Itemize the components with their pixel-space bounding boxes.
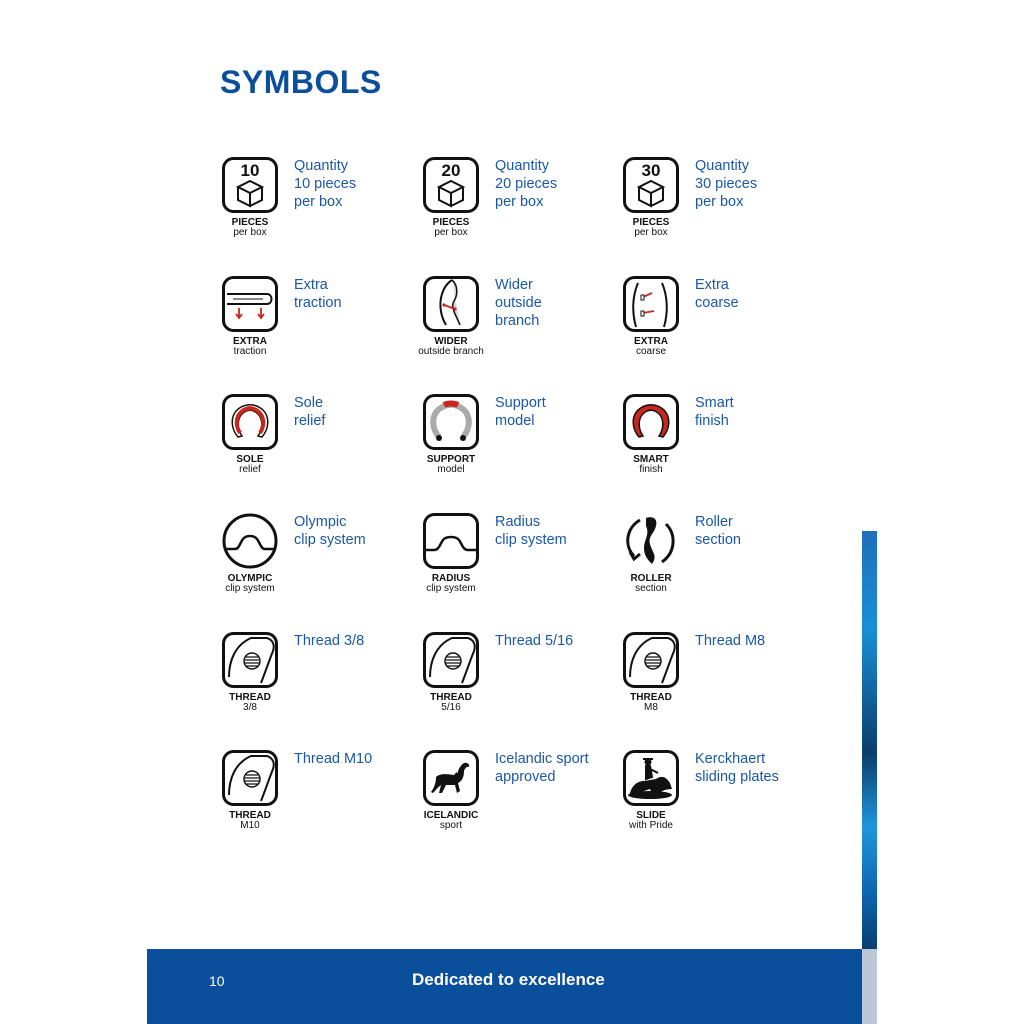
symbol-item — [622, 275, 822, 375]
symbol-item — [622, 749, 822, 849]
symbol-item — [418, 275, 622, 375]
symbol-description — [695, 157, 815, 211]
symbol-subcaption: with Pride — [629, 820, 673, 831]
thread-icon — [422, 631, 480, 689]
symbol-description-line: per box — [294, 194, 343, 210]
symbol-subcaption: M10 — [240, 820, 260, 831]
symbol-item — [622, 631, 822, 731]
symbol-description — [695, 513, 815, 549]
symbol-description-line: Thread M10 — [294, 751, 373, 767]
symbol-description-line: relief — [294, 413, 326, 429]
symbol-caption: SOLE — [236, 454, 264, 465]
symbol-description-line: Support — [495, 395, 546, 411]
roller-section-icon — [622, 512, 680, 570]
symbol-caption: PIECES — [231, 217, 269, 228]
symbol-description-line: Sole — [294, 395, 324, 411]
symbol-description-line: Thread 5/16 — [495, 633, 574, 649]
symbol-subcaption: outside branch — [418, 346, 484, 357]
symbol-caption: OLYMPIC — [227, 573, 273, 584]
symbol-subcaption: clip system — [426, 583, 476, 594]
box-30-icon — [622, 156, 680, 214]
symbol-item — [422, 512, 622, 612]
symbol-description-line: Smart — [695, 395, 734, 411]
symbol-subcaption: 5/16 — [441, 702, 461, 713]
symbol-item — [422, 393, 622, 493]
symbol-description-line: Kerckhaert — [695, 751, 766, 767]
symbol-description-line: 20 pieces — [495, 176, 558, 192]
symbol-description-line: sliding plates — [695, 769, 779, 785]
symbol-subcaption: relief — [239, 464, 261, 475]
symbol-description-line: section — [695, 532, 741, 548]
symbol-subcaption: coarse — [635, 346, 666, 357]
symbol-subcaption: section — [635, 583, 667, 594]
symbol-item — [221, 631, 421, 731]
symbol-caption: THREAD — [430, 692, 472, 703]
symbol-subcaption: traction — [233, 346, 267, 357]
symbol-description — [294, 632, 414, 650]
symbol-caption: ICELANDIC — [423, 810, 479, 821]
footer-tagline: Dedicated to excellence — [412, 970, 605, 989]
symbol-caption: ROLLER — [630, 573, 672, 584]
symbol-item — [221, 275, 421, 375]
symbol-item — [622, 393, 822, 493]
symbol-description-line: clip system — [294, 532, 366, 548]
symbol-description-line: Quantity — [495, 158, 549, 174]
symbol-subcaption: per box — [233, 227, 267, 238]
symbol-caption: THREAD — [229, 692, 271, 703]
symbol-item — [422, 631, 622, 731]
symbol-caption: SUPPORT — [426, 454, 476, 465]
olympic-clip-icon — [221, 512, 279, 570]
symbol-description-line: Extra — [294, 277, 328, 293]
thread-icon — [622, 631, 680, 689]
symbol-description-line: approved — [495, 769, 556, 785]
symbol-subcaption: per box — [434, 227, 468, 238]
symbol-description-line: Quantity — [695, 158, 749, 174]
symbol-description — [495, 394, 615, 430]
symbol-subcaption: 3/8 — [243, 702, 257, 713]
symbol-caption: WIDER — [434, 336, 468, 347]
symbol-item — [622, 156, 822, 256]
symbol-description-line: per box — [495, 194, 544, 210]
sliding-rider-icon — [622, 749, 680, 807]
box-10-icon — [221, 156, 279, 214]
symbol-description-line: Extra — [695, 277, 729, 293]
symbol-item — [221, 749, 421, 849]
symbol-description-line: outside — [495, 295, 542, 311]
icelandic-horse-icon — [422, 749, 480, 807]
symbol-description-line: 30 pieces — [695, 176, 758, 192]
symbol-caption: EXTRA — [233, 336, 267, 347]
symbol-description-line: per box — [695, 194, 744, 210]
svg-text:20: 20 — [441, 161, 461, 180]
support-model-icon — [422, 393, 480, 451]
symbol-subcaption: finish — [639, 464, 663, 475]
symbol-description — [294, 157, 414, 211]
thread-icon — [221, 749, 279, 807]
symbol-caption: SMART — [633, 454, 669, 465]
wider-branch-icon — [422, 275, 480, 333]
side-strip-footer — [862, 949, 877, 1024]
symbol-description-line: branch — [495, 313, 540, 329]
symbol-description — [695, 750, 815, 786]
symbol-item — [422, 749, 622, 849]
symbol-caption: PIECES — [432, 217, 470, 228]
symbol-item — [422, 156, 622, 256]
symbol-description-line: Quantity — [294, 158, 348, 174]
symbol-description-line: Wider — [495, 277, 533, 293]
symbol-description-line: clip system — [495, 532, 567, 548]
symbol-description — [294, 750, 414, 768]
symbol-item — [221, 512, 421, 612]
symbol-description-line: Thread M8 — [695, 633, 766, 649]
symbol-description — [695, 276, 815, 312]
symbol-subcaption: M8 — [644, 702, 658, 713]
symbol-caption: EXTRA — [634, 336, 668, 347]
symbol-subcaption: model — [437, 464, 465, 475]
thread-icon — [221, 631, 279, 689]
symbol-description-line: 10 pieces — [294, 176, 357, 192]
symbol-description-line: model — [495, 413, 535, 429]
page-title: SYMBOLS — [220, 64, 382, 100]
symbol-description — [294, 513, 414, 549]
symbol-caption: THREAD — [229, 810, 271, 821]
symbol-subcaption: sport — [439, 820, 463, 831]
symbol-item — [221, 156, 421, 256]
symbol-description-line: finish — [695, 413, 729, 429]
symbol-description-line: Roller — [695, 514, 733, 530]
symbol-description — [495, 750, 615, 786]
symbol-description-line: Olympic — [294, 514, 347, 530]
symbol-description — [695, 394, 815, 430]
symbol-subcaption: per box — [634, 227, 668, 238]
smart-finish-icon — [622, 393, 680, 451]
symbol-caption: SLIDE — [636, 810, 666, 821]
radius-clip-icon — [422, 512, 480, 570]
symbol-description-line: traction — [294, 295, 342, 311]
extra-coarse-icon — [622, 275, 680, 333]
symbol-description — [294, 276, 414, 312]
symbol-description — [695, 632, 815, 650]
extra-traction-icon — [221, 275, 279, 333]
sole-relief-icon — [221, 393, 279, 451]
page-number: 10 — [209, 973, 225, 989]
symbol-item — [221, 393, 421, 493]
symbol-item — [622, 512, 822, 612]
symbol-description-line: Radius — [495, 514, 541, 530]
symbol-description — [495, 276, 615, 330]
symbol-caption: PIECES — [632, 217, 670, 228]
symbol-description-line: Thread 3/8 — [294, 633, 365, 649]
box-20-icon — [422, 156, 480, 214]
symbol-description-line: coarse — [695, 295, 739, 311]
symbol-description — [294, 394, 414, 430]
footer-bar — [147, 949, 862, 1024]
svg-text:10: 10 — [240, 161, 260, 180]
symbol-caption: THREAD — [630, 692, 672, 703]
symbol-description-line: Icelandic sport — [495, 751, 589, 767]
svg-text:30: 30 — [641, 161, 661, 180]
symbol-description — [495, 632, 615, 650]
symbol-caption: RADIUS — [431, 573, 471, 584]
symbol-subcaption: clip system — [225, 583, 275, 594]
symbol-description — [495, 157, 615, 211]
symbol-description — [495, 513, 615, 549]
